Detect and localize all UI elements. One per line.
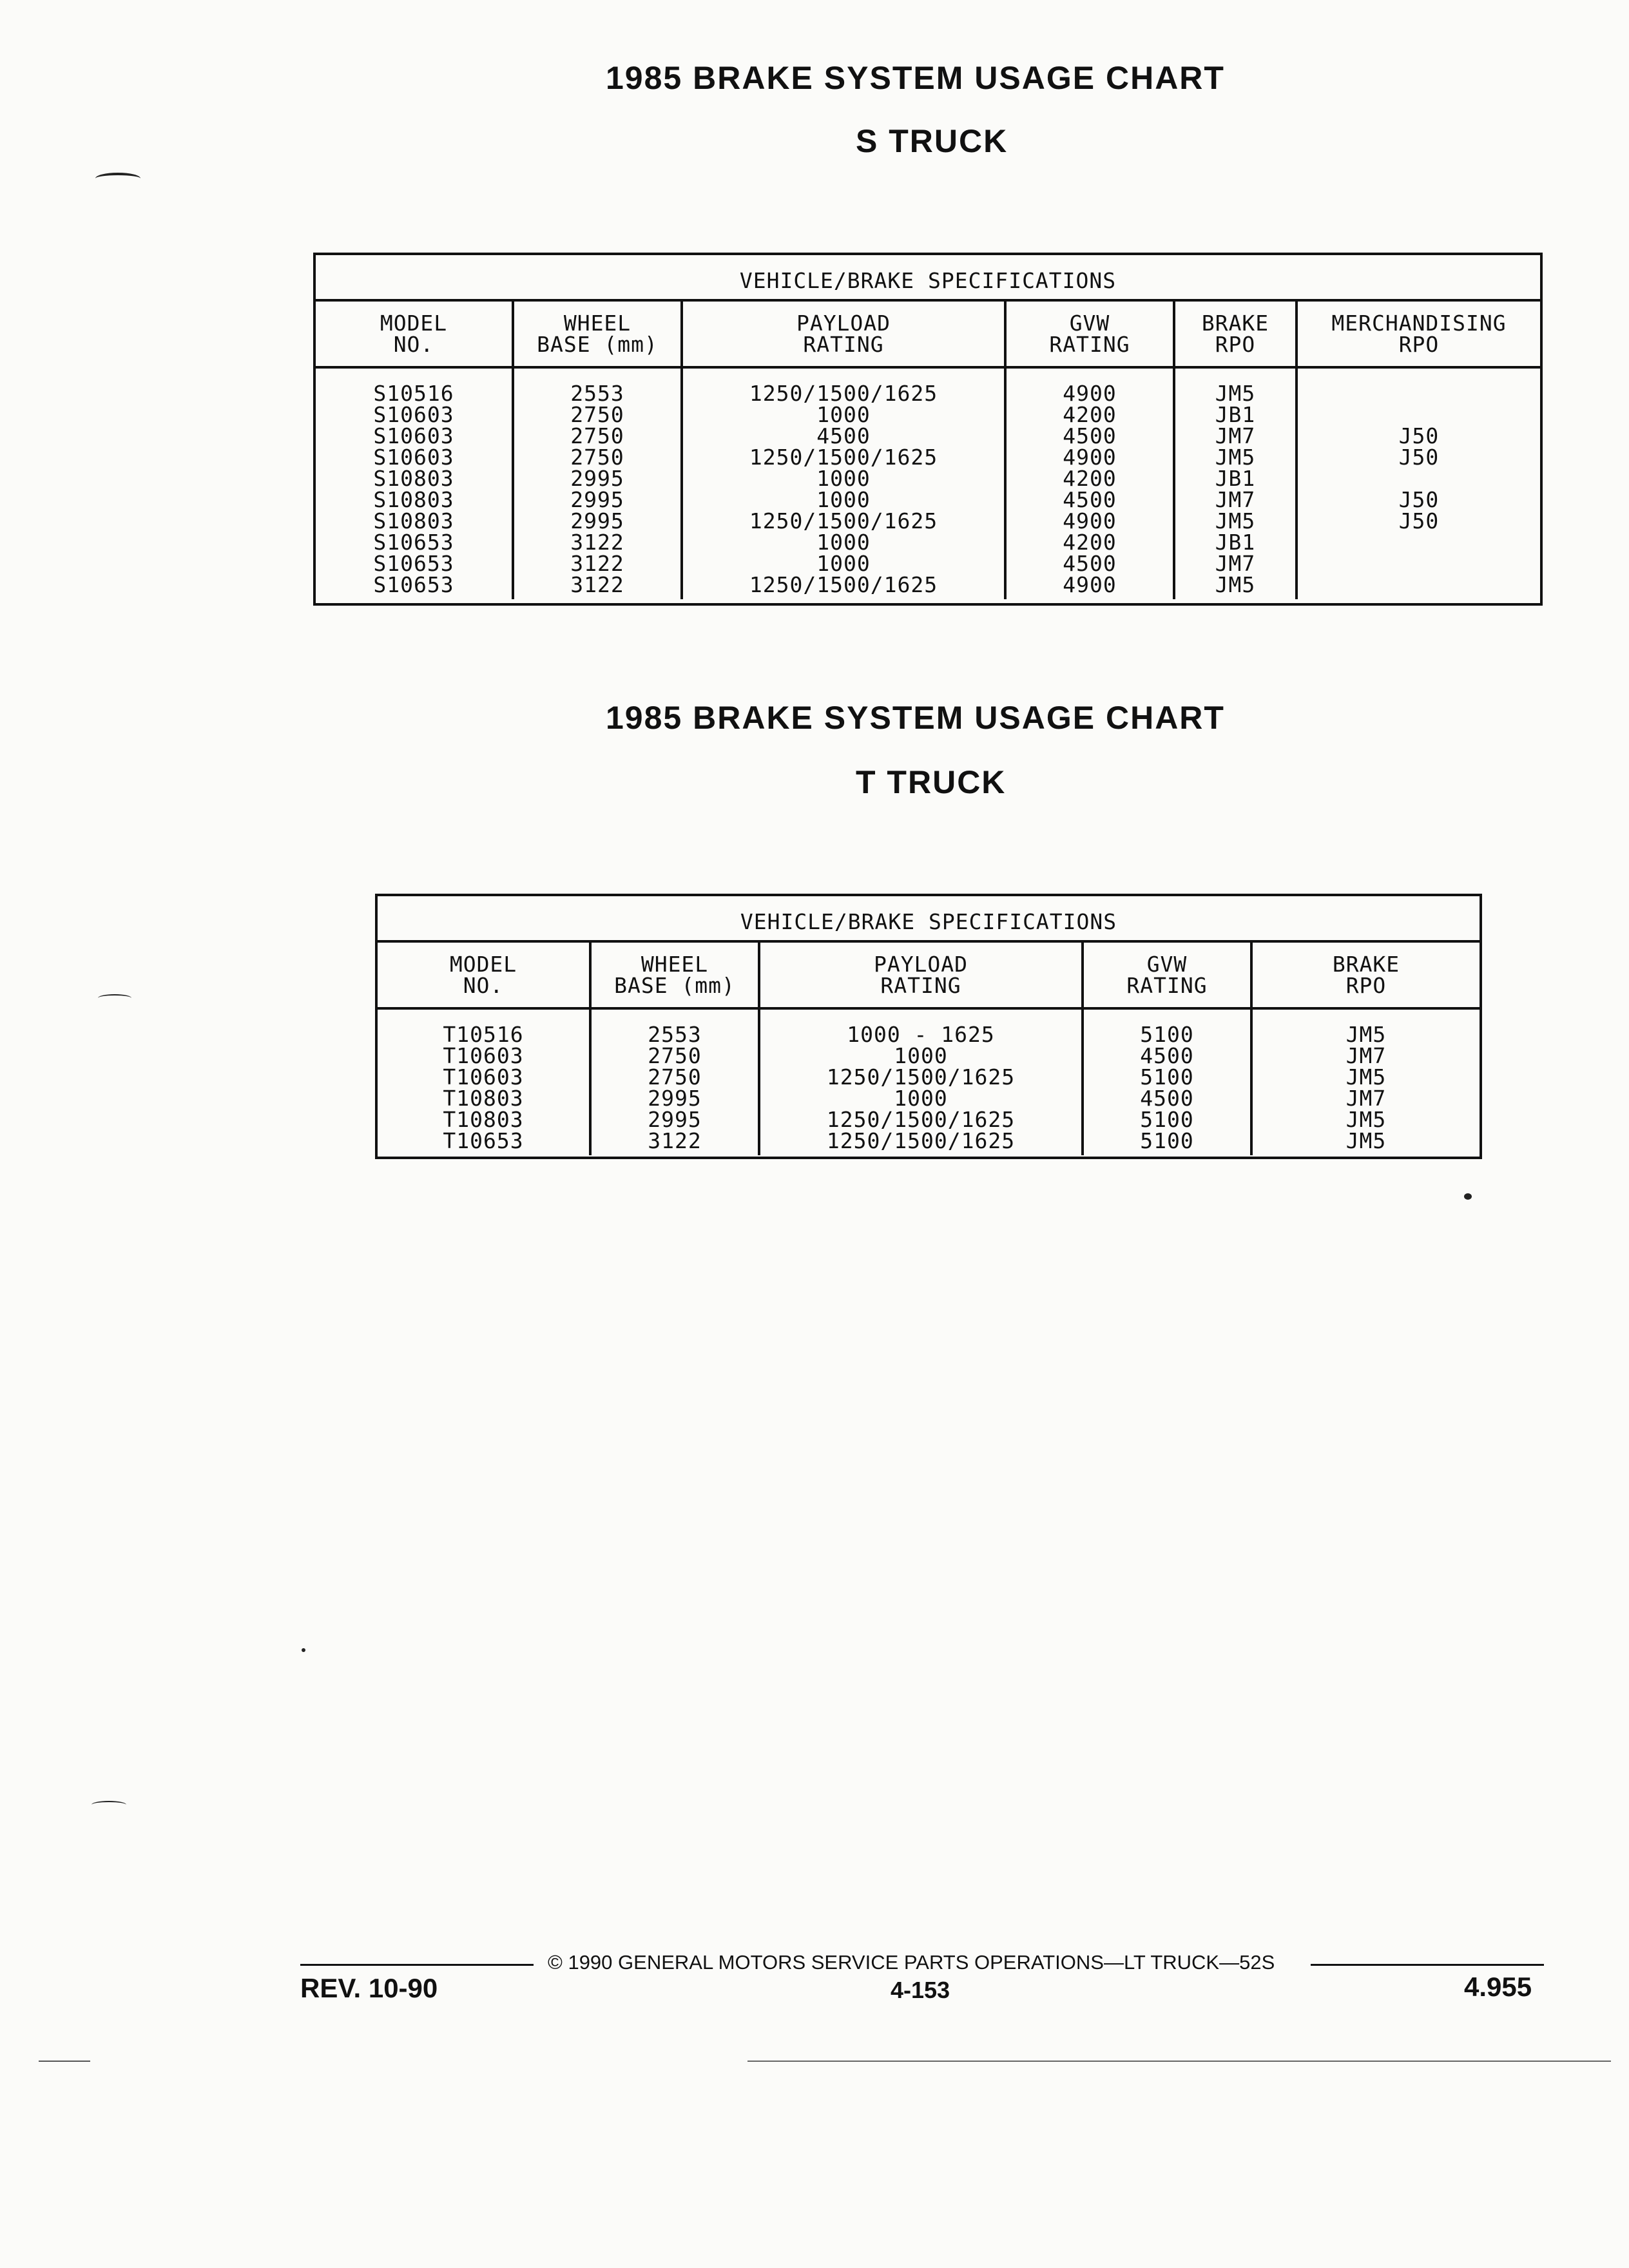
table-cell: T10516 xyxy=(443,1022,524,1047)
table-cell: S10603 xyxy=(373,445,454,470)
table-cell xyxy=(1298,532,1540,553)
wheel-base-column xyxy=(513,367,682,599)
table-cell: T10803 xyxy=(443,1107,524,1132)
header-brake-rpo: BRAKE RPO xyxy=(1174,302,1296,367)
table-cell: JB1 xyxy=(1215,530,1256,555)
table-cell: 2553 xyxy=(648,1022,702,1047)
table-cell: T10803 xyxy=(443,1086,524,1111)
table-cell: JM5 xyxy=(1215,445,1256,470)
table-cell: T10603 xyxy=(443,1064,524,1090)
t-spec-grid xyxy=(378,943,1480,1155)
header-payload-rating: PAYLOAD RATING xyxy=(682,302,1005,367)
model-column xyxy=(378,1008,590,1155)
t-chart-subtitle: T TRUCK xyxy=(856,764,1007,800)
table-cell: 4900 xyxy=(1063,572,1117,597)
scan-speck xyxy=(1464,1193,1472,1200)
table-cell: 1000 xyxy=(816,530,871,555)
table-cell: S10603 xyxy=(373,402,454,427)
table-cell: JB1 xyxy=(1215,402,1256,427)
scan-speck xyxy=(39,2061,90,2062)
table-cell: 4500 xyxy=(816,423,871,448)
table-cell: 1000 xyxy=(894,1043,948,1068)
table-cell: JM5 xyxy=(1345,1107,1387,1132)
table-cell: 4500 xyxy=(1063,551,1117,576)
table-cell: 2995 xyxy=(570,508,624,533)
header-merchandising-rpo: MERCHANDISING RPO xyxy=(1296,302,1540,367)
table-cell: 4900 xyxy=(1063,445,1117,470)
table-cell xyxy=(1298,468,1540,489)
table-cell: 2995 xyxy=(648,1107,702,1132)
header-gvw-rating: GVW RATING xyxy=(1083,943,1251,1008)
table-cell xyxy=(1298,383,1540,404)
table-cell: JM5 xyxy=(1215,508,1256,533)
footer-rule-left xyxy=(300,1964,534,1966)
table-cell: S10803 xyxy=(373,508,454,533)
s-header-row xyxy=(316,302,1540,367)
table-cell: T10603 xyxy=(443,1043,524,1068)
table-cell: S10653 xyxy=(373,551,454,576)
table-cell: S10653 xyxy=(373,530,454,555)
table-cell xyxy=(1298,574,1540,595)
table-cell: S10803 xyxy=(373,466,454,491)
table-cell: 4200 xyxy=(1063,466,1117,491)
table-cell: 1000 xyxy=(816,402,871,427)
table-cell: 1250/1500/1625 xyxy=(826,1107,1016,1132)
table-cell: 2995 xyxy=(648,1086,702,1111)
t-chart-title: 1985 BRAKE SYSTEM USAGE CHART xyxy=(606,700,1225,736)
table-cell: JM7 xyxy=(1345,1043,1387,1068)
header-payload-rating: PAYLOAD RATING xyxy=(759,943,1083,1008)
table-cell: JM5 xyxy=(1345,1128,1387,1153)
table-cell: 1000 xyxy=(816,551,871,576)
table-cell: 4500 xyxy=(1063,423,1117,448)
table-cell: 4500 xyxy=(1140,1086,1194,1111)
t-header-row xyxy=(378,943,1480,1008)
table-cell: 1000 xyxy=(894,1086,948,1111)
table-cell: J50 xyxy=(1398,445,1440,470)
header-wheel-base: WHEEL BASE (mm) xyxy=(590,943,759,1008)
s-truck-spec-table xyxy=(313,253,1543,606)
header-model-no: MODEL NO. xyxy=(378,943,590,1008)
table-cell: JM7 xyxy=(1215,551,1256,576)
payload-column xyxy=(682,367,1005,599)
table-cell: 2995 xyxy=(570,466,624,491)
t-body-row xyxy=(378,1008,1480,1155)
table-cell: 5100 xyxy=(1140,1107,1194,1132)
t-table-caption: VEHICLE/BRAKE SPECIFICATIONS xyxy=(378,896,1480,943)
table-cell: S10603 xyxy=(373,423,454,448)
table-cell: 1250/1500/1625 xyxy=(749,572,938,597)
table-cell: 2750 xyxy=(648,1064,702,1090)
table-cell: 2553 xyxy=(570,381,624,406)
table-cell: 1250/1500/1625 xyxy=(826,1128,1016,1153)
table-cell: 4900 xyxy=(1063,508,1117,533)
table-cell: JM7 xyxy=(1215,423,1256,448)
table-cell: JM5 xyxy=(1345,1064,1387,1090)
merchandising-rpo-column xyxy=(1296,367,1540,599)
table-cell: 2750 xyxy=(570,423,624,448)
table-cell: 4500 xyxy=(1140,1043,1194,1068)
scan-speck xyxy=(747,2061,1611,2062)
table-cell: S10653 xyxy=(373,572,454,597)
footer-sub-page: 4-153 xyxy=(891,1977,950,2003)
gvw-column xyxy=(1083,1008,1251,1155)
table-cell: 1250/1500/1625 xyxy=(826,1064,1016,1090)
table-cell: 1250/1500/1625 xyxy=(749,445,938,470)
s-table-caption: VEHICLE/BRAKE SPECIFICATIONS xyxy=(316,255,1540,302)
table-cell: 2750 xyxy=(570,445,624,470)
table-cell: J50 xyxy=(1398,487,1440,512)
table-cell: 1250/1500/1625 xyxy=(749,508,938,533)
footer-revision: REV. 10-90 xyxy=(300,1973,438,2003)
t-truck-spec-table xyxy=(375,894,1482,1159)
table-cell: 3122 xyxy=(648,1128,702,1153)
scan-mark xyxy=(95,173,140,184)
table-cell: JM5 xyxy=(1215,572,1256,597)
s-chart-subtitle: S TRUCK xyxy=(856,123,1008,159)
table-cell: J50 xyxy=(1398,508,1440,533)
table-cell: 3122 xyxy=(570,551,624,576)
table-cell: 5100 xyxy=(1140,1064,1194,1090)
table-cell xyxy=(1298,553,1540,574)
table-cell: 2995 xyxy=(570,487,624,512)
table-cell: 1000 - 1625 xyxy=(847,1022,995,1047)
table-cell: 4900 xyxy=(1063,381,1117,406)
table-cell xyxy=(1298,404,1540,425)
footer-copyright: © 1990 GENERAL MOTORS SERVICE PARTS OPERATIONS—LT TRUCK—52S xyxy=(548,1951,1275,1974)
scan-mark xyxy=(98,994,131,1002)
header-gvw-rating: GVW RATING xyxy=(1005,302,1174,367)
brake-rpo-column xyxy=(1251,1008,1480,1155)
table-cell: 4200 xyxy=(1063,530,1117,555)
table-cell: S10803 xyxy=(373,487,454,512)
table-cell: 5100 xyxy=(1140,1022,1194,1047)
footer-page-number: 4.955 xyxy=(1464,1972,1532,2002)
table-cell: 3122 xyxy=(570,572,624,597)
table-cell: 1250/1500/1625 xyxy=(749,381,938,406)
s-chart-title: 1985 BRAKE SYSTEM USAGE CHART xyxy=(606,60,1225,96)
table-cell: 1000 xyxy=(816,487,871,512)
table-cell: 2750 xyxy=(570,402,624,427)
table-cell: S10516 xyxy=(373,381,454,406)
model-column xyxy=(316,367,513,599)
scan-speck xyxy=(302,1648,305,1652)
wheel-base-column xyxy=(590,1008,759,1155)
table-cell: 3122 xyxy=(570,530,624,555)
header-brake-rpo: BRAKE RPO xyxy=(1251,943,1480,1008)
table-cell: 2750 xyxy=(648,1043,702,1068)
table-cell: JM7 xyxy=(1345,1086,1387,1111)
header-model-no: MODEL NO. xyxy=(316,302,513,367)
table-cell: J50 xyxy=(1398,423,1440,448)
table-cell: 4200 xyxy=(1063,402,1117,427)
table-cell: 4500 xyxy=(1063,487,1117,512)
table-cell: 1000 xyxy=(816,466,871,491)
table-cell: JB1 xyxy=(1215,466,1256,491)
header-wheel-base: WHEEL BASE (mm) xyxy=(513,302,682,367)
gvw-column xyxy=(1005,367,1174,599)
table-cell: JM7 xyxy=(1215,487,1256,512)
s-spec-grid xyxy=(316,302,1540,599)
footer-rule-right xyxy=(1311,1964,1544,1966)
table-cell: 5100 xyxy=(1140,1128,1194,1153)
table-cell: JM5 xyxy=(1215,381,1256,406)
brake-rpo-column xyxy=(1174,367,1296,599)
table-cell: T10653 xyxy=(443,1128,524,1153)
table-cell: JM5 xyxy=(1345,1022,1387,1047)
s-body-row xyxy=(316,367,1540,599)
payload-column xyxy=(759,1008,1083,1155)
scan-mark xyxy=(92,1801,126,1809)
